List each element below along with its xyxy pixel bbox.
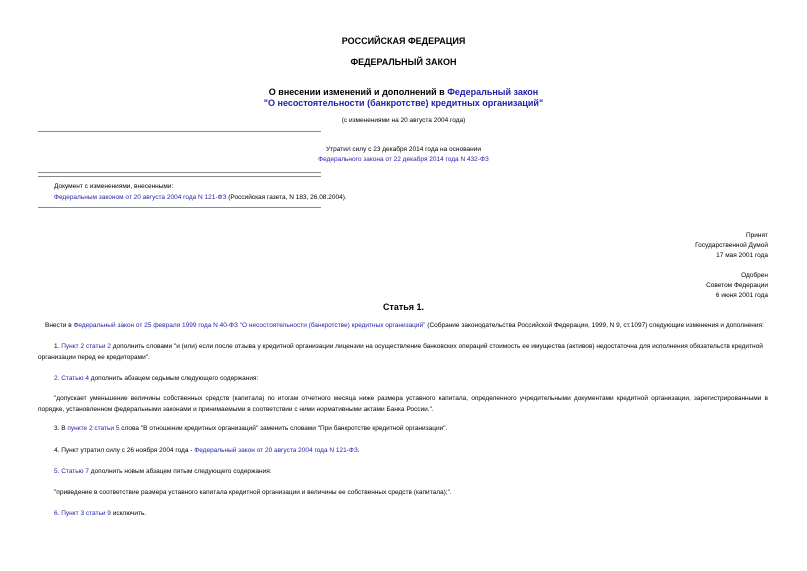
item-5-quote: "приведение в соответствие размера уставного капитала кредитной организации и величины ее собственных средств (капитала);".	[54, 489, 452, 496]
changes-source: (Российская газета, N 183, 26.08.2004).	[226, 194, 347, 201]
item-2-quote: "допускает уменьшение величины собственных средств (капитала) по итогам отчетного месяца ниже размера уставного капитала, определенного учредительными документами кредитной организации, зарегистрированными в порядке, установленном федеральными законами и принимаемыми в соответствии с ними нормативными актами Банка России.".	[38, 395, 768, 413]
item-3: 3. В пункте 2 статьи 5 слова "В отношении кредитных организаций" заменить словами "При банкротстве кредитной организации".	[54, 425, 448, 432]
amending-law-link[interactable]: Федеральным законом от 20 августа 2004 года N 121-ФЗ	[54, 194, 227, 201]
item-4: 4. Пункт утратил силу с 26 ноября 2004 года - Федеральный закон от 20 августа 2004 года N 121-ФЗ.	[54, 447, 360, 454]
accepted-by: Государственной Думой	[695, 242, 768, 249]
divider	[38, 176, 321, 177]
law-title-line1	[0, 87, 807, 97]
federal-law-link[interactable]: Федеральный закон	[447, 87, 539, 97]
divider	[38, 131, 321, 132]
amended-note: (с изменениями на 20 августа 2004 года)	[341, 117, 466, 124]
item-4-link[interactable]: Федеральный закон от 20 августа 2004 года N 121-ФЗ	[194, 447, 358, 454]
divider	[38, 172, 321, 173]
article-title: Статья 1.	[382, 302, 425, 312]
changes-intro: Документ с изменениями, внесенными:	[54, 183, 174, 190]
approved-label: Одобрен	[741, 272, 768, 279]
item-6: 6. Пункт 3 статьи 9 исключить.	[54, 510, 147, 517]
item-1-link[interactable]: Пункт 2 статьи 2	[61, 343, 111, 350]
changes-line	[54, 194, 347, 201]
country-heading: РОССИЙСКАЯ ФЕДЕРАЦИЯ	[341, 36, 466, 46]
item-3-link[interactable]: пункте 2 статьи 5	[67, 425, 120, 432]
base-law-link[interactable]: Федеральный закон от 25 февраля 1999 года N 40-ФЗ "О несостоятельности (банкротстве) кредитных организаций"	[73, 322, 426, 329]
item-2: 2. Статью 4 дополнить абзацем седьмым следующего содержания:	[54, 375, 259, 382]
accepted-label: Принят	[745, 232, 768, 239]
item-5-link[interactable]: Статью 7	[61, 468, 89, 475]
item-6-link[interactable]: Пункт 3 статьи 9	[61, 510, 111, 517]
approved-date: 6 июня 2001 года	[715, 292, 768, 299]
approved-by: Советом Федерации	[706, 282, 768, 289]
law-title-line2[interactable]: "О несостоятельности (банкротстве) кредитных организаций"	[263, 98, 544, 108]
law-type-heading: ФЕДЕРАЛЬНЫЙ ЗАКОН	[350, 57, 457, 67]
accepted-date: 17 мая 2001 года	[716, 252, 768, 259]
law-title-prefix: О внесении изменений и дополнений в	[268, 87, 448, 97]
item-2-link[interactable]: Статью 4	[61, 375, 89, 382]
item-5: 5. Статью 7 дополнить новым абзацем пятым следующего содержания:	[54, 468, 272, 475]
divider	[38, 207, 321, 208]
repeal-text: Утратил силу с 23 декабря 2014 года на основании	[326, 146, 481, 153]
article-intro: Внести в Федеральный закон от 25 февраля 1999 года N 40-ФЗ "О несостоятельности (банкротстве) кредитных организаций" (Собрание законодательства Российской Федерации, 1999, N 9, ст.1097) следующие изменения и дополнения:	[45, 322, 764, 329]
item-1: 1. Пункт 2 статьи 2 дополнить словами "и (или) если после отзыва у кредитной организации лицензии на осуществление банковских операций стоимость ее имущества (активов) недостаточна для исполнения обязательств кредитной организации перед ее кредиторами".	[38, 343, 763, 361]
repeal-law-link[interactable]: Федерального закона от 22 декабря 2014 года N 432-ФЗ	[318, 156, 489, 163]
